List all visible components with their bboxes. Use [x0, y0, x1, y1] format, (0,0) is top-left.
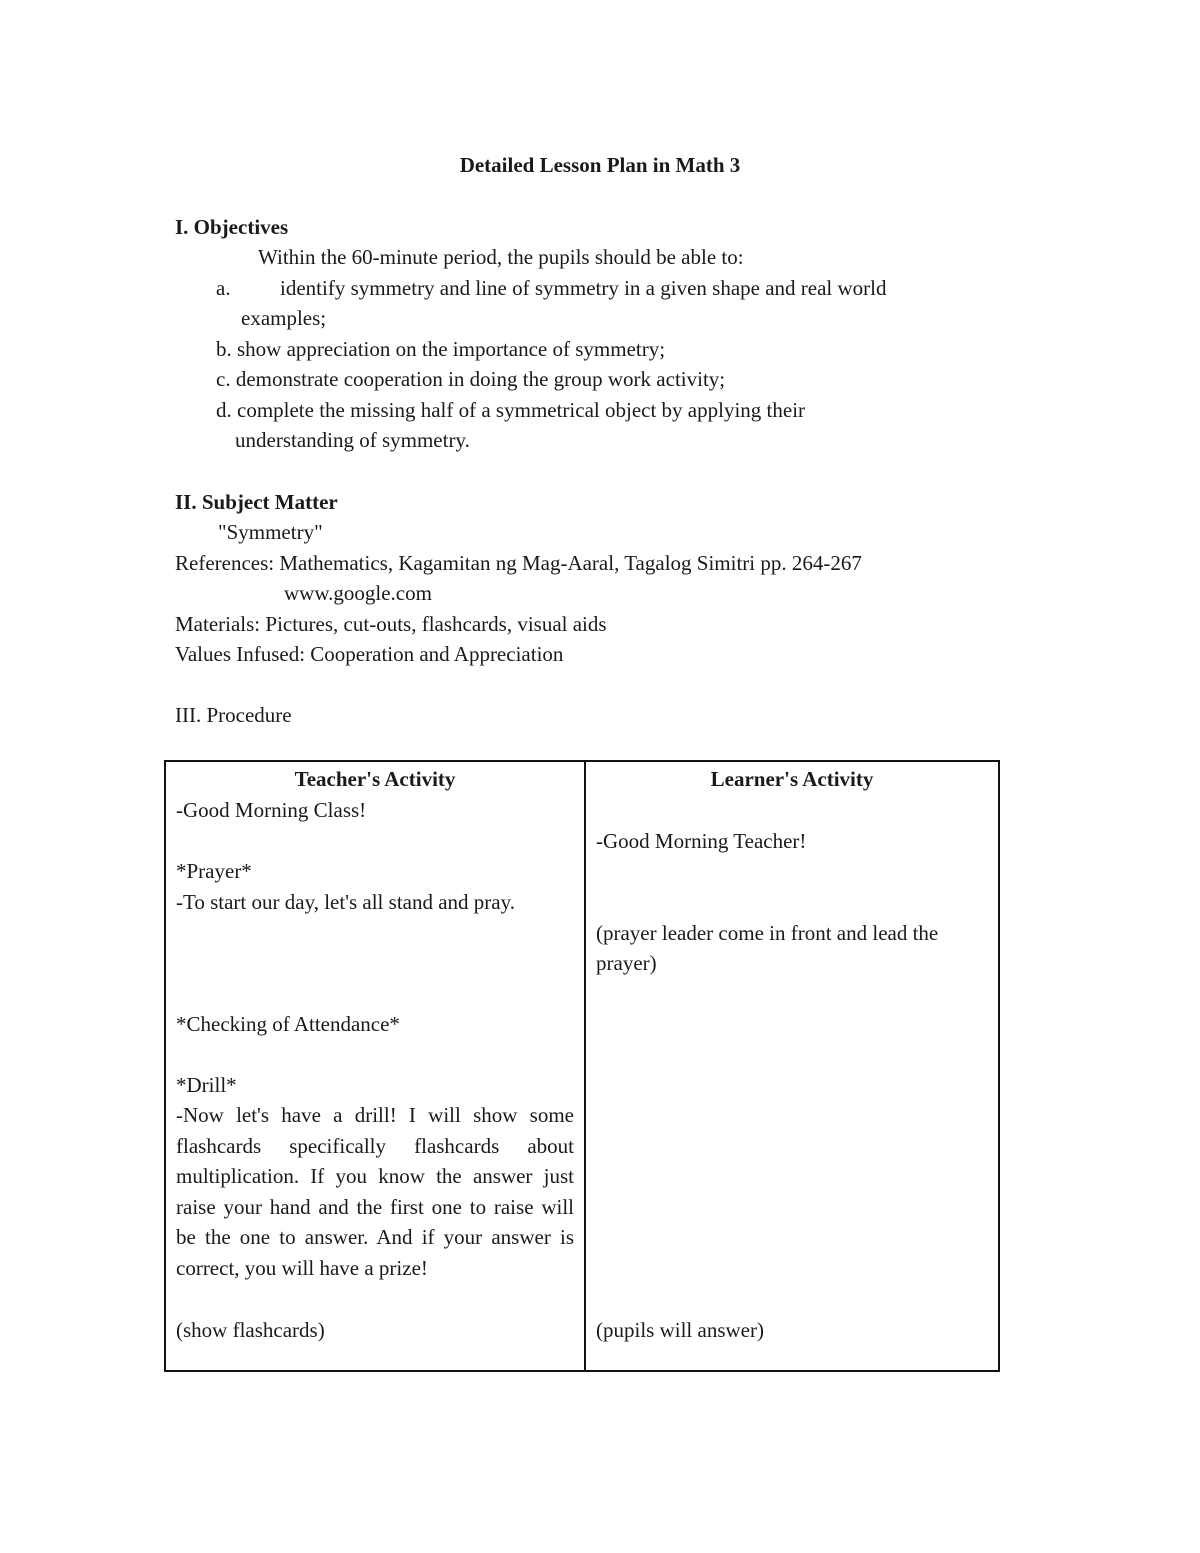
table-divider [584, 762, 586, 1370]
objective-d-cont: understanding of symmetry. [235, 428, 470, 452]
objective-c: c. demonstrate cooperation in doing the group work activity; [216, 367, 726, 391]
learner-greeting: -Good Morning Teacher! [596, 829, 807, 853]
procedure-heading: III. Procedure [175, 703, 292, 727]
objective-b: b. show appreciation on the importance of symmetry; [216, 337, 666, 361]
teacher-drill-label: *Drill* [176, 1073, 237, 1097]
objective-a-text: identify symmetry and line of symmetry in a given shape and real world [280, 276, 887, 300]
teacher-drill-text: -Now let's have a drill! I will show some flashcards specifically flashcards about multiplication. If you know the answer just raise your hand and the first one to raise will be the one to answer. And if your answer is correct, you will have a prize! [176, 1103, 574, 1280]
objectives-intro: Within the 60-minute period, the pupils should be able to: [258, 245, 744, 269]
subject-values: Values Infused: Cooperation and Appreciation [175, 642, 564, 666]
learner-prayer-response: (prayer leader come in front and lead the [596, 921, 939, 945]
teacher-prayer-label: *Prayer* [176, 859, 252, 883]
subject-materials: Materials: Pictures, cut-outs, flashcards, visual aids [175, 612, 607, 636]
teacher-activity-header: Teacher's Activity [294, 767, 456, 791]
learner-prayer-response-cont: prayer) [596, 951, 657, 975]
teacher-greeting: -Good Morning Class! [176, 798, 367, 822]
objective-a-text-cont: examples; [241, 306, 327, 330]
subject-references: References: Mathematics, Kagamitan ng Mag-Aaral, Tagalog Simitri pp. 264-267 [175, 551, 862, 575]
objective-a-marker: a. [216, 276, 231, 300]
subject-topic: "Symmetry" [218, 520, 323, 544]
teacher-prayer-text: -To start our day, let's all stand and pray. [176, 890, 515, 914]
subject-matter-heading: II. Subject Matter [175, 490, 338, 514]
learner-answer: (pupils will answer) [596, 1318, 764, 1342]
learner-activity-header: Learner's Activity [710, 767, 874, 791]
objectives-heading: I. Objectives [175, 215, 289, 239]
procedure-table [164, 760, 1000, 1372]
teacher-show-flashcards: (show flashcards) [176, 1318, 325, 1342]
teacher-attendance-label: *Checking of Attendance* [176, 1012, 400, 1036]
page-title: Detailed Lesson Plan in Math 3 [459, 153, 741, 177]
objective-d: d. complete the missing half of a symmetrical object by applying their [216, 398, 806, 422]
subject-references-url: www.google.com [284, 581, 432, 605]
